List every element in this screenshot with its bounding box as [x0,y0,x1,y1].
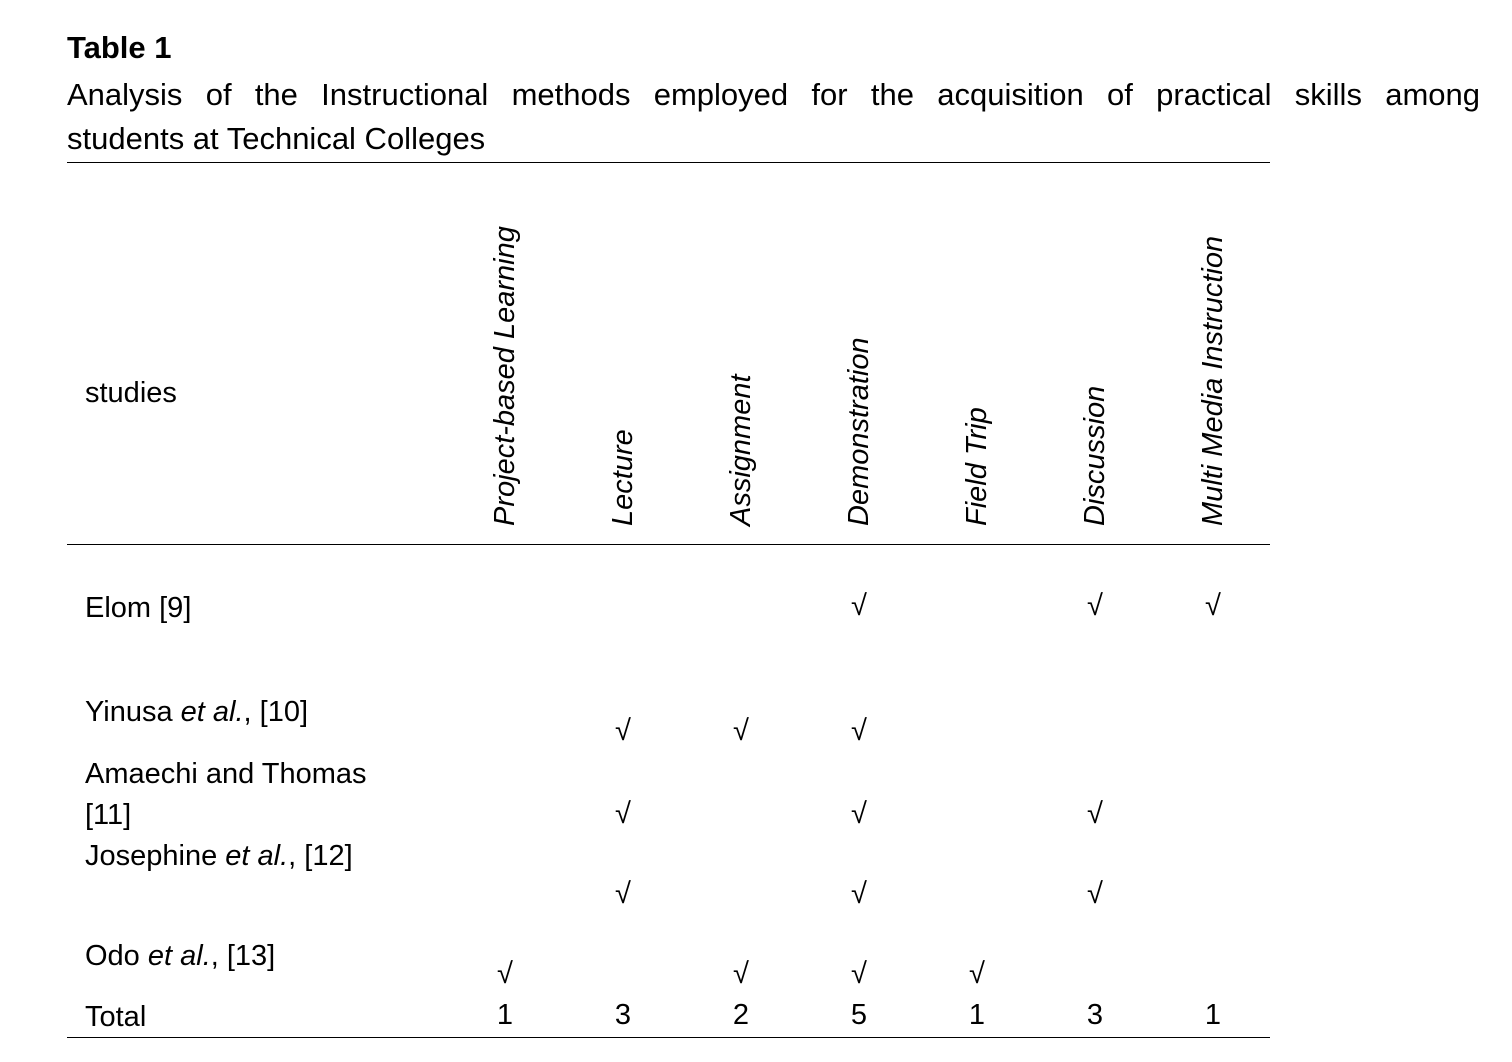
check-mark: √ [851,715,867,747]
column-header-label: Project-based Learning [489,226,521,526]
column-header-label: Discussion [1079,385,1111,526]
check-mark: √ [1087,590,1103,622]
column-header-label: Field Trip [961,407,993,526]
check-mark: √ [851,958,867,990]
check-mark: √ [851,590,867,622]
row-label-suffix: , [13] [210,940,276,972]
check-mark: √ [1087,798,1103,830]
total-value: 3 [614,999,632,1031]
total-value: 1 [1204,999,1222,1031]
total-value: 1 [496,999,514,1031]
header-rule [67,544,1270,545]
check-mark: √ [969,958,985,990]
check-mark: √ [615,798,631,830]
column-header-label: Lecture [607,429,639,526]
column-header-label: Demonstration [843,337,875,526]
check-mark: √ [615,715,631,747]
row-label-text: Josephine [85,840,226,872]
check-mark: √ [733,958,749,990]
row-label-italic: et al. [180,696,244,728]
row-label [85,936,275,977]
row-label-suffix: , [10] [243,696,309,728]
check-mark: √ [851,798,867,830]
top-rule [67,162,1270,163]
row-label-suffix: , [12] [288,840,353,872]
total-value: 5 [850,999,868,1031]
stub-header: studies [85,377,177,409]
check-mark: √ [851,878,867,910]
row-label [85,836,353,877]
row-label [85,692,308,733]
check-mark: √ [615,878,631,910]
row-label-italic: et al. [225,840,289,872]
bottom-rule [67,1037,1270,1038]
table-caption-line-2: students at Technical Colleges [67,121,486,156]
column-header-label: Assignment [725,374,757,526]
total-value: 3 [1086,999,1104,1031]
row-label-text: Odo [85,940,148,972]
check-mark: √ [1205,590,1221,622]
row-label [85,754,367,836]
table-caption-line-1: Analysis of the Instructional methods employed for the acquisition of practical skills among [67,77,1480,112]
row-label-line-2: [11] [85,799,132,831]
row-label-text: Yinusa [85,696,181,728]
column-header-label: Multi Media Instruction [1197,235,1229,526]
row-label-italic: et al. [147,940,211,972]
row-label-text: Elom [9] [85,592,192,624]
check-mark: √ [1087,878,1103,910]
total-label: Total [85,1001,147,1033]
row-label-text: Amaechi and Thomas [85,758,367,790]
table-label: Table 1 [67,30,172,65]
row-label [85,588,191,629]
total-value: 1 [968,999,986,1031]
check-mark: √ [497,958,513,990]
total-value: 2 [732,999,750,1031]
check-mark: √ [733,715,749,747]
